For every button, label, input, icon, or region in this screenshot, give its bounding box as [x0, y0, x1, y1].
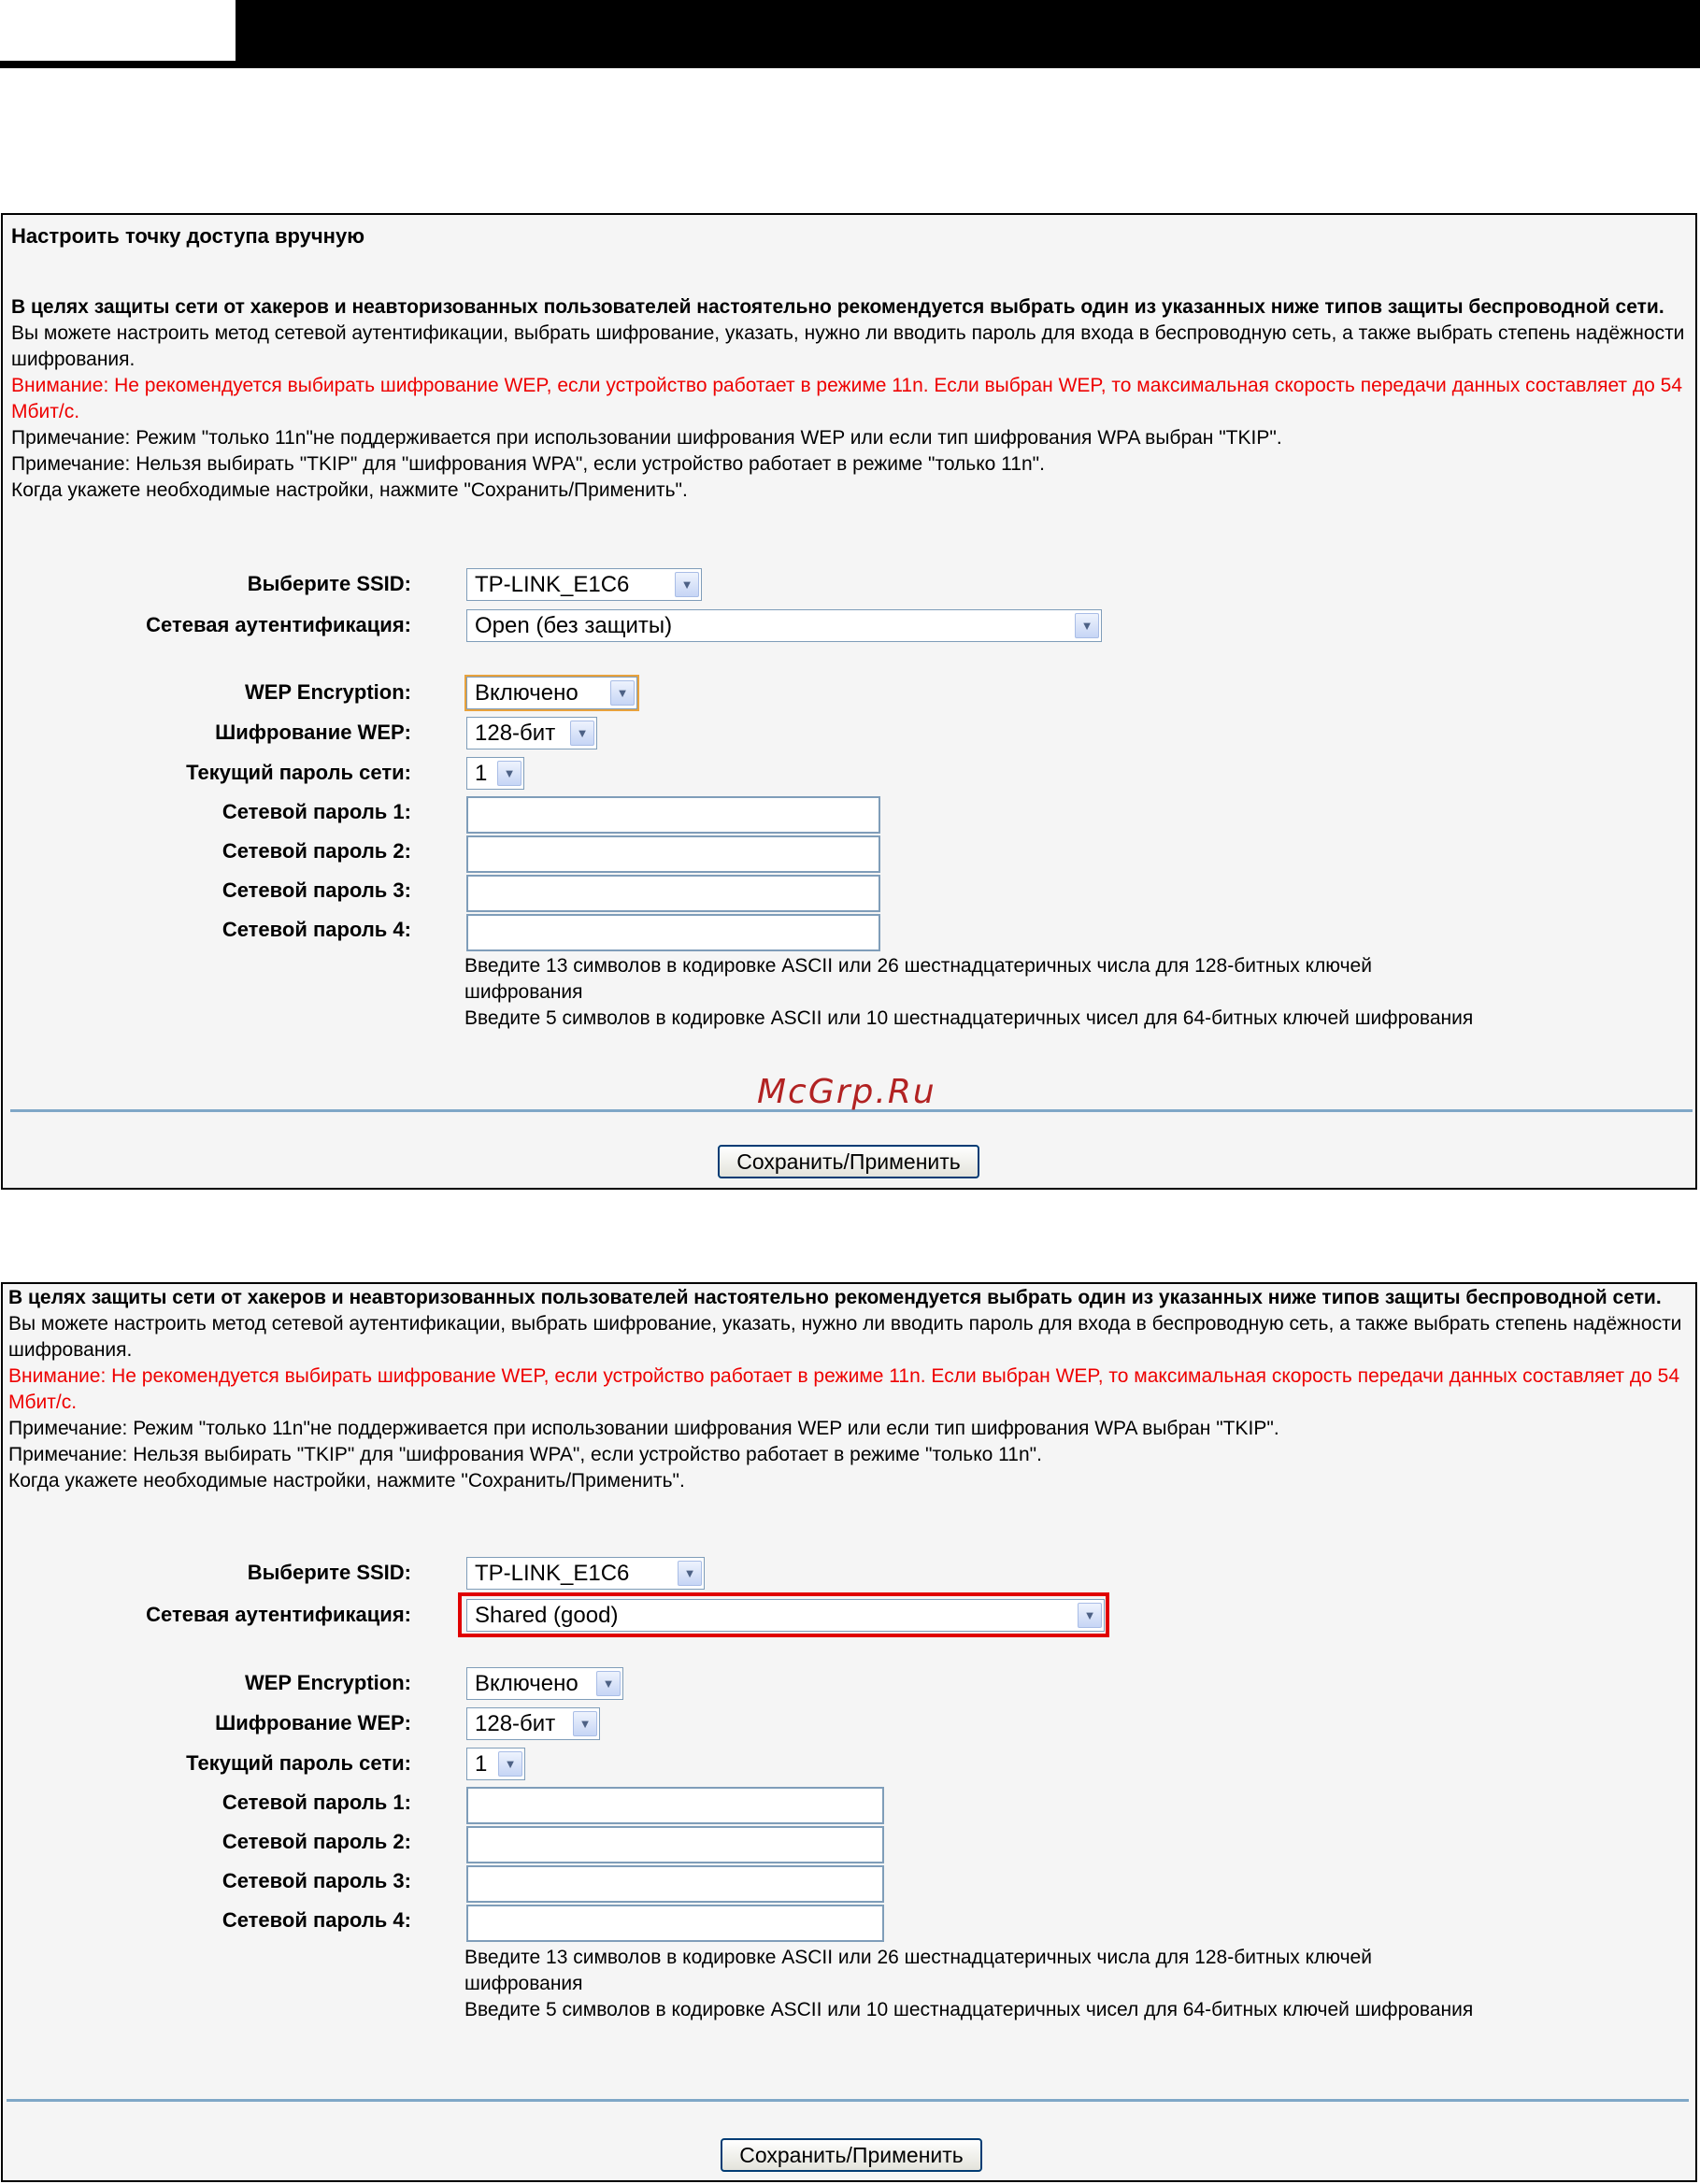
- chevron-down-icon[interactable]: ▼: [1075, 613, 1099, 638]
- ssid-label: Выберите SSID:: [247, 572, 411, 595]
- wep-encryption-select[interactable]: [466, 1667, 623, 1700]
- ssid-label: Выберите SSID:: [247, 1561, 411, 1584]
- auth-label: Сетевая аутентификация:: [146, 613, 411, 636]
- hint-64bit: Введите 5 символов в кодировке ASCII или 10 шестнадцатеричных чисел для 64-битных ключей шифрования: [464, 1007, 1474, 1029]
- auth-row: [3, 609, 1685, 645]
- watermark: McGrp.Ru: [757, 1073, 936, 1111]
- ssid-select[interactable]: [466, 568, 702, 601]
- wep-encryption-label: WEP Encryption:: [244, 1671, 411, 1694]
- wep-encryption-select[interactable]: [466, 677, 637, 709]
- wep-cipher-label: Шифрование WEP:: [215, 1711, 411, 1734]
- auth-row: [3, 1599, 1685, 1634]
- ssid-select[interactable]: [466, 1557, 705, 1590]
- chevron-down-icon[interactable]: ▼: [498, 1751, 522, 1777]
- key3-row: [3, 875, 1685, 910]
- wep-encryption-value: Включено: [475, 680, 579, 706]
- key4-row: [3, 914, 1685, 949]
- chevron-down-icon[interactable]: ▼: [678, 1561, 702, 1586]
- page-header-bar: [0, 0, 1700, 68]
- network-key-1-input[interactable]: [466, 796, 880, 834]
- key1-label: Сетевой пароль 1:: [221, 800, 411, 823]
- wep-cipher-value: 128-бит: [475, 721, 556, 746]
- chevron-down-icon[interactable]: ▼: [596, 1671, 621, 1696]
- note-save: Когда укажете необходимые настройки, нажмите "Сохранить/Применить".: [8, 1470, 685, 1492]
- wep-cipher-row: [3, 717, 1685, 752]
- current-key-label: Текущий пароль сети:: [186, 761, 411, 784]
- ssid-row: [3, 1557, 1685, 1592]
- wep-warning: Внимание: Не рекомендуется выбирать шифрование WEP, если устройство работает в режиме 11n. Если выбран WEP, то максимальная скорость передачи данных составляет до 54 Мбит/с.: [11, 375, 1683, 422]
- key4-label: Сетевой пароль 4:: [221, 918, 411, 941]
- intro-bold: В целях защиты сети от хакеров и неавторизованных пользователей настоятельно рекомендуется выбрать один из указанных ниже типов защиты беспроводной сети.: [11, 296, 1664, 318]
- wep-cipher-row: [3, 1707, 1685, 1743]
- chevron-down-icon[interactable]: ▼: [497, 761, 521, 786]
- network-key-3-input[interactable]: [466, 875, 880, 912]
- current-key-row: [3, 757, 1685, 792]
- ssid-row: [3, 568, 1685, 604]
- ssid-value: TP-LINK_E1C6: [475, 1561, 630, 1586]
- wep-cipher-label: Шифрование WEP:: [215, 721, 411, 744]
- key4-label: Сетевой пароль 4:: [221, 1908, 411, 1932]
- intro-text: [8, 1285, 1695, 1494]
- chevron-down-icon[interactable]: ▼: [570, 721, 594, 746]
- chevron-down-icon[interactable]: ▼: [573, 1711, 597, 1736]
- auth-value: Open (без защиты): [475, 613, 673, 638]
- note-tkip: Примечание: Нельзя выбирать "TKIP" для "шифрования WPA", если устройство работает в режиме "только 11n".: [8, 1444, 1042, 1465]
- auth-value: Shared (good): [475, 1603, 619, 1628]
- key2-row: [3, 1826, 1685, 1862]
- wireless-security-panel-shared: [1, 1282, 1697, 2182]
- network-key-2-input[interactable]: [466, 835, 880, 873]
- note-tkip: Примечание: Нельзя выбирать "TKIP" для "шифрования WPA", если устройство работает в режиме "только 11n".: [11, 453, 1045, 475]
- save-apply-button[interactable]: Сохранить/Применить: [718, 1145, 979, 1178]
- intro-description: Вы можете настроить метод сетевой аутентификации, выбрать шифрование, указать, нужно ли вводить пароль для входа в беспроводную сеть, а также выбрать степень надёжности шифрования.: [8, 1313, 1682, 1361]
- network-key-4-input[interactable]: [466, 1905, 884, 1942]
- wep-encryption-row: [3, 1667, 1685, 1703]
- header-tab: [0, 0, 236, 61]
- key3-row: [3, 1865, 1685, 1901]
- key-format-hint: [464, 953, 1493, 1032]
- ssid-value: TP-LINK_E1C6: [475, 572, 630, 597]
- chevron-down-icon[interactable]: ▼: [1078, 1603, 1102, 1628]
- divider: [7, 2099, 1689, 2102]
- wep-cipher-value: 128-бит: [475, 1711, 556, 1736]
- note-11n: Примечание: Режим "только 11n"не поддерживается при использовании шифрования WEP или если тип шифрования WPA выбран "TKIP".: [8, 1418, 1279, 1439]
- wep-warning: Внимание: Не рекомендуется выбирать шифрование WEP, если устройство работает в режиме 11n. Если выбран WEP, то максимальная скорость передачи данных составляет до 54 Мбит/с.: [8, 1365, 1680, 1413]
- key1-row: [3, 796, 1685, 832]
- note-save: Когда укажете необходимые настройки, нажмите "Сохранить/Применить".: [11, 479, 688, 501]
- save-apply-button[interactable]: Сохранить/Применить: [721, 2138, 982, 2172]
- key1-row: [3, 1787, 1685, 1822]
- chevron-down-icon[interactable]: ▼: [675, 572, 699, 597]
- hint-128bit: Введите 13 символов в кодировке ASCII или 26 шестнадцатеричных числа для 128-битных ключей шифрования: [464, 1947, 1372, 1994]
- auth-label: Сетевая аутентификация:: [146, 1603, 411, 1626]
- intro-text: [11, 294, 1698, 504]
- hint-64bit: Введите 5 символов в кодировке ASCII или 10 шестнадцатеричных чисел для 64-битных ключей шифрования: [464, 1999, 1474, 2020]
- wep-cipher-select[interactable]: [466, 717, 597, 749]
- page-title: Настроить точку доступа вручную: [11, 224, 364, 248]
- intro-description: Вы можете настроить метод сетевой аутентификации, выбрать шифрование, указать, нужно ли вводить пароль для входа в беспроводную сеть, а также выбрать степень надёжности шифрования.: [11, 322, 1685, 370]
- current-key-label: Текущий пароль сети:: [186, 1751, 411, 1775]
- network-key-3-input[interactable]: [466, 1865, 884, 1903]
- key1-label: Сетевой пароль 1:: [221, 1791, 411, 1814]
- key3-label: Сетевой пароль 3:: [221, 878, 411, 902]
- auth-select[interactable]: [466, 1599, 1105, 1632]
- key2-label: Сетевой пароль 2:: [221, 839, 411, 863]
- key3-label: Сетевой пароль 3:: [221, 1869, 411, 1892]
- wep-encryption-label: WEP Encryption:: [244, 680, 411, 704]
- wireless-security-panel-open: [1, 213, 1697, 1190]
- key2-row: [3, 835, 1685, 871]
- intro-bold: В целях защиты сети от хакеров и неавторизованных пользователей настоятельно рекомендуется выбрать один из указанных ниже типов защиты беспроводной сети.: [8, 1287, 1662, 1308]
- network-key-2-input[interactable]: [466, 1826, 884, 1863]
- current-key-value: 1: [475, 761, 488, 786]
- auth-select[interactable]: [466, 609, 1102, 642]
- key-format-hint: [464, 1945, 1493, 2023]
- current-key-select[interactable]: [466, 1748, 525, 1780]
- key4-row: [3, 1905, 1685, 1940]
- network-key-1-input[interactable]: [466, 1787, 884, 1824]
- wep-encryption-row: [3, 677, 1685, 712]
- current-key-select[interactable]: [466, 757, 524, 790]
- current-key-row: [3, 1748, 1685, 1783]
- key2-label: Сетевой пароль 2:: [221, 1830, 411, 1853]
- hint-128bit: Введите 13 символов в кодировке ASCII или 26 шестнадцатеричных числа для 128-битных ключей шифрования: [464, 955, 1372, 1003]
- current-key-value: 1: [475, 1751, 488, 1777]
- wep-cipher-select[interactable]: [466, 1707, 600, 1740]
- note-11n: Примечание: Режим "только 11n"не поддерживается при использовании шифрования WEP или если тип шифрования WPA выбран "TKIP".: [11, 427, 1282, 449]
- network-key-4-input[interactable]: [466, 914, 880, 951]
- chevron-down-icon[interactable]: ▼: [610, 680, 635, 706]
- wep-encryption-value: Включено: [475, 1671, 579, 1696]
